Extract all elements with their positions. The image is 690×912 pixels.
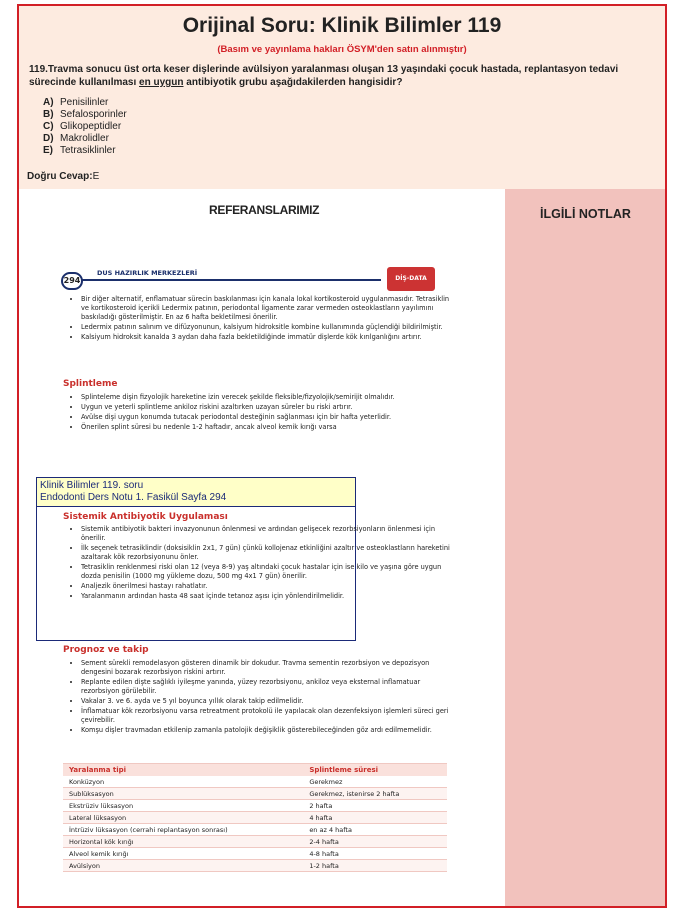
list-item: • Bir diğer alternatif, enflamatuar sürecin baskılanması için kanala lokal kortikosteroid uygulanmasıdır. Tetrasiklin ve kortikosteroid içerikli Ledermix patının, periodontal ligamente zarar vermeden osteoklastların yayılımını baskıladığı gösterilmiştir. En az 6 hafta bekletilmesi önerilir.: [81, 295, 457, 322]
callout-source: Endodonti Ders Notu 1. Fasikül Sayfa 294: [40, 492, 227, 503]
table-row: Sublüksasyon Gerekmez, istenirse 2 hafta: [63, 788, 447, 800]
table-header-duration: Splintleme süresi: [303, 764, 447, 777]
table-row: Konküzyon Gerekmez: [63, 776, 447, 788]
bullets-top: [67, 295, 457, 343]
list-item: • Sement sürekli remodelasyon gösteren dinamik bir dokudur. Travma sementin rezorbsiyon ve depozisyon dengesini bozarak rezorbsiyon riskini artırır.: [81, 659, 457, 677]
list-item: • Uygun ve yeterli splintleme ankiloz riskini azaltırken uzayan süreler bu riski artırır.: [81, 403, 457, 412]
bullets-splint: [67, 393, 457, 433]
correct-answer: Doğru Cevap:E: [27, 171, 100, 182]
list-item: • Vakalar 3. ve 6. ayda ve 5 yıl boyunca yıllık olarak takip edilmelidir.: [81, 697, 457, 706]
table-row: Avülsiyon 1-2 hafta: [63, 860, 447, 872]
list-item: • İlk seçenek tetrasiklindir (doksisiklin 2x1, 7 gün) çünkü kollojenaz etkinliğini azaltır ve osteoklastların hareketini azaltarak kök rezorbsiyonunu önler.: [81, 544, 457, 562]
page-number: 294: [61, 272, 83, 290]
table-row: Lateral lüksasyon 4 hafta: [63, 812, 447, 824]
list-item: • Splinteleme dişin fizyolojik hareketine izin verecek şekilde fleksible/fizyolojik/semirijit olmalıdır.: [81, 393, 457, 402]
table-row: İntrüziv lüksasyon (cerrahi replantasyon sonrası) en az 4 hafta: [63, 824, 447, 836]
publisher-logo: DİŞ-DATA: [387, 267, 435, 291]
table-header-injury: Yaralanma tipi: [63, 764, 303, 777]
splint-duration-table: [63, 747, 447, 872]
page-title: Orijinal Soru: Klinik Bilimler 119: [182, 14, 502, 37]
question-text: [29, 63, 655, 89]
page-header-line: [81, 279, 381, 281]
option-e: E) Tetrasiklinler: [43, 145, 116, 156]
table-caption: Travmatik dental yaralanmalarda önerilen splintleme süreleri: [63, 747, 447, 764]
table-row: Alveol kemik kırığı 4-8 hafta: [63, 848, 447, 860]
copyright-note: (Basım ve yayınlama hakları ÖSYM'den satın alınmıştır): [217, 44, 467, 55]
table-row: Ekstrüziv lüksasyon 2 hafta: [63, 800, 447, 812]
list-item: • Komşu dişler travmadan etkilenip zamanla patolojik değişiklik gösterebileceğinden göz ardı edilmemelidir.: [81, 726, 457, 735]
notes-title: İLGİLİ NOTLAR: [540, 207, 631, 221]
option-c: C) Glikopeptidler: [43, 121, 122, 132]
question-emphasis: en uygun: [139, 77, 184, 88]
option-a: A) Penisilinler: [43, 97, 109, 108]
option-d: D) Makrolidler: [43, 133, 109, 144]
list-item: • Tetrasiklin renklenmesi riski olan 12 (veya 8-9) yaş altındaki çocuk hastalar için ise kilo ve yaşına göre uygun dozda penisilin (1000 mg yükleme dozu, 500 mg 4x1 7 gün) önerilir.: [81, 563, 457, 581]
document-frame: [17, 4, 667, 908]
bullets-systemic: [67, 525, 457, 602]
question-number: 119.: [29, 64, 48, 75]
references-panel: [19, 189, 505, 908]
references-title: REFERANSLARIMIZ: [209, 203, 320, 217]
question-body-2: antibiyotik grubu aşağıdakilerden hangisidir?: [183, 77, 403, 88]
answer-value: E: [92, 171, 100, 182]
list-item: • Sistemik antibiyotik bakteri invazyonunun önlenmesi ve ardından gelişecek rezorbsiyonların önlenmesi için önerilir.: [81, 525, 457, 543]
question-body-1: Travma sonucu üst orta keser dişlerinde avülsiyon yaralanması oluşan 13 yaşındaki çocuk hastada, replantasyon tedavi sürecinde kullanılması: [29, 64, 619, 88]
page-banner: DUS HAZIRLIK MERKEZLERİ: [97, 269, 198, 277]
list-item: • Önerilen splint süresi bu nedenle 1-2 haftadır, ancak alveol kemik kırığı varsa: [81, 423, 457, 432]
notes-panel: [505, 189, 667, 908]
textbook-page: [40, 267, 463, 897]
list-item: • Replante edilen dişte sağlıklı iyileşme yanında, yüzey rezorbsiyonu, ankiloz veya eksternal inflamatuar rezorbsiyon görülebilir.: [81, 678, 457, 696]
list-item: • İnflamatuar kök rezorbsiyonu varsa retreatment protokolü ile yapılacak olan dezenfeksiyon işlemleri süreci geri çevirebilir.: [81, 707, 457, 725]
list-item: • Avülse dişi uygun konumda tutacak periodontal desteğinin sağlanması için bir hafta yeterlidir.: [81, 413, 457, 422]
reference-callout: [36, 477, 356, 507]
section-splintleme: Splintleme: [63, 379, 118, 389]
table-row: Horizontal kök kırığı 2-4 hafta: [63, 836, 447, 848]
section-systemic-antibiotic: Sistemik Antibiyotik Uygulaması: [63, 512, 228, 522]
option-b: B) Sefalosporinler: [43, 109, 127, 120]
bullets-prognosis: [67, 659, 457, 736]
list-item: • Ledermix patının salınım ve difüzyonunun, kalsiyum hidroksitle kombine kullanımında güçlendiği bildirilmiştir.: [81, 323, 457, 332]
question-header: [19, 6, 665, 189]
list-item: • Kalsiyum hidroksit kanalda 3 aydan daha fazla bekletildiğinde immatür dişlerde kök kırılganlığını artırır.: [81, 333, 457, 342]
callout-title: Klinik Bilimler 119. soru: [40, 480, 144, 491]
options-list: [43, 97, 665, 157]
section-prognosis: Prognoz ve takip: [63, 645, 149, 655]
list-item: • Analjezik önerilmesi hastayı rahatlatır.: [81, 582, 457, 591]
list-item: • Yaralanmanın ardından hasta 48 saat içinde tetanoz aşısı için yönlendirilmelidir.: [81, 592, 457, 601]
